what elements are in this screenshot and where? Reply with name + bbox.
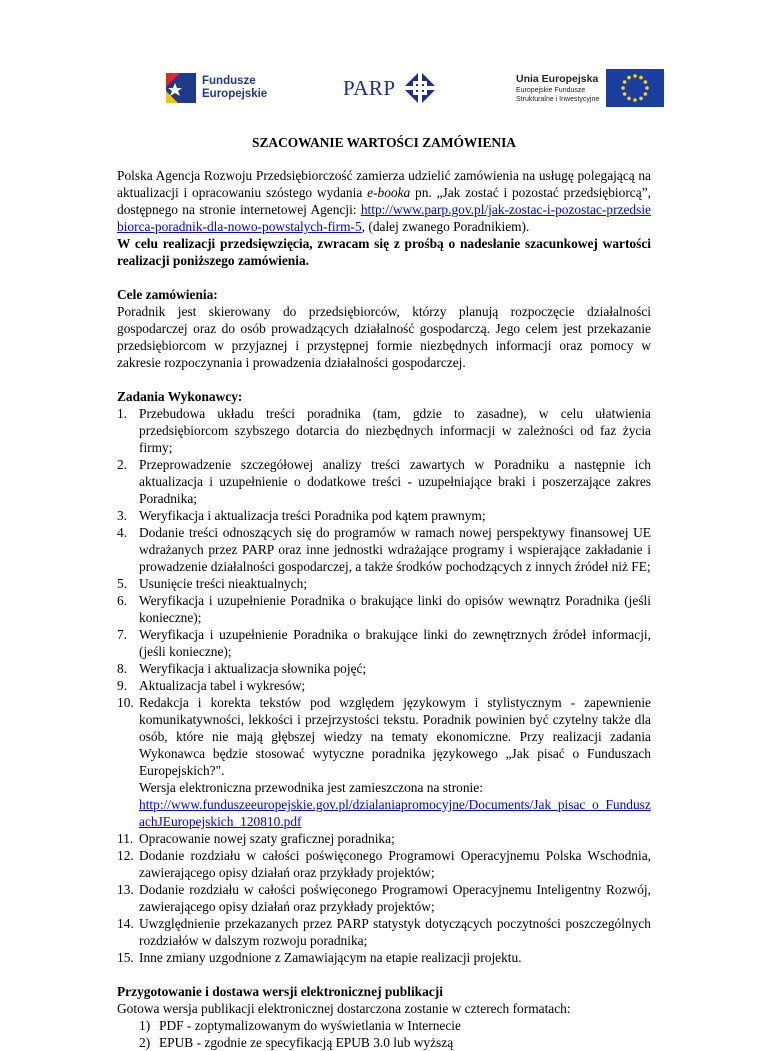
- list-item: [117, 660, 651, 677]
- item-text: Przebudowa układu treści poradnika (tam, gdzie to zasadne), w celu ułatwienia przedsiębiorcom szybszego dotarcia do niezbędnych informacji w zależności od faz życia firmy;: [139, 406, 651, 455]
- list-item: [117, 575, 651, 592]
- ue-sub2: Strukturalne i Inwestycyjne: [516, 95, 600, 103]
- logo-bar: [0, 58, 768, 118]
- parp-logo: [343, 66, 439, 110]
- item-number: 6.: [117, 593, 128, 608]
- list-item: [117, 592, 651, 626]
- item-text: Inne zmiany uzgodnione z Zamawiającym na etapie realizacji projektu.: [139, 950, 522, 965]
- item-text: Weryfikacja i uzupełnienie Poradnika o brakujące linki do zewnętrznych źródeł informacji, (jeśli konieczne);: [139, 627, 651, 659]
- item-text: EPUB - zgodnie ze specyfikacją EPUB 3.0 lub wyższą: [159, 1035, 454, 1050]
- item-text: Weryfikacja i uzupełnienie Poradnika o brakujące linki do opisów wewnątrz Poradnika (jeśli konieczne);: [139, 593, 651, 625]
- item-text: Uwzględnienie przekazanych przez PARP statystyk dotyczących poczytności poszczególnych rozdziałów w dalszym rozwoju poradnika;: [139, 916, 651, 948]
- parp-name: PARP: [343, 75, 396, 100]
- fe-line1: Fundusze: [202, 75, 256, 87]
- item-text: Weryfikacja i aktualizacja treści Poradnika pod kątem prawnym;: [139, 508, 486, 523]
- item-text: PDF - zoptymalizowanym do wyświetlania w Internecie: [159, 1018, 461, 1033]
- fe-line2: Europejskie: [202, 88, 268, 100]
- list-item: [117, 1017, 651, 1034]
- item-number: 1): [139, 1018, 151, 1033]
- list-item: [117, 915, 651, 949]
- item-10-line2: Wersja elektroniczna przewodnika jest zamieszczona na stronie:: [139, 780, 483, 795]
- fundusze-europejskie-logo: [160, 68, 267, 108]
- list-item: [117, 626, 651, 660]
- ue-sub1: Europejskie Fundusze: [516, 86, 586, 94]
- intro-part2: pn. „Jak zostać i pozostać przedsiębiorcą”, dostępnego na stronie internetowej Agencji:: [117, 185, 651, 217]
- intro-part1: Polska Agencja Rozwoju Przedsiębiorczość zamierza udzielić zamówienia na usługę polegającą na aktualizacji i opracowaniu szóstego wydania: [117, 168, 651, 200]
- item-number: 4.: [117, 525, 128, 540]
- item-number: 1.: [117, 406, 128, 421]
- item-number: 10.: [117, 695, 134, 710]
- item-text: Redakcja i korekta tekstów pod względem językowym i stylistycznym - zapewnienie komunikatywności, lekkości i przejrzystości tekstu. Poradnik powinien być czytelny także dla osób, które nie mają głębszej wiedzy na tematy ekonomiczne. Przy realizacji zadania Wykonawca będzie stosować wytyczne poradnika językowego „Jak pisać o Funduszach Europejskich?".: [139, 695, 651, 778]
- delivery-text: Gotowa wersja publikacji elektronicznej dostarczona zostanie w czterech formatach:: [117, 1001, 571, 1016]
- formats-list: [117, 1017, 651, 1051]
- goals-heading: Cele zamówienia:: [117, 287, 218, 302]
- list-item: [117, 881, 651, 915]
- item-text: Przeprowadzenie szczegółowej analizy treści zawartych w Poradniku a następnie ich aktualizacja i uzupełnienie o dodatkowe treści - uzupełniające braki i poszerzające zakres Poradnika;: [139, 457, 651, 506]
- item-number: 8.: [117, 661, 128, 676]
- list-item: [117, 949, 651, 966]
- item-text: Weryfikacja i aktualizacja słownika pojęć;: [139, 661, 367, 676]
- delivery-heading: Przygotowanie i dostawa wersji elektronicznej publikacji: [117, 984, 443, 999]
- list-item: [117, 694, 651, 830]
- parp-emblem-icon: [401, 69, 439, 107]
- wytyczne-link[interactable]: http://www.funduszeeuropejskie.gov.pl/dzialaniapromocyjne/Documents/Jak_pisac_o_FunduszachJEuropejskich_120810.pdf: [139, 797, 651, 829]
- list-item: [117, 524, 651, 575]
- item-number: 3.: [117, 508, 128, 523]
- item-number: 9.: [117, 678, 128, 693]
- item-text: Dodanie rozdziału w całości poświęconego Programowi Operacyjnemu Inteligentny Rozwój, zawierającego opisy działań oraz przykłady projektów;: [139, 882, 651, 914]
- list-item: [117, 830, 651, 847]
- intro-request: W celu realizacji przedsięwzięcia, zwracam się z prośbą o nadesłanie szacunkowej wartości realizacji poniższego zamówienia.: [117, 236, 651, 268]
- poradnik-link[interactable]: http://www.parp.gov.pl/jak-zostac-i-pozostac-przedsiebiorca-poradnik-dla-nowo-powstalych-firm-5: [117, 202, 651, 234]
- item-text: Aktualizacja tabel i wykresów;: [139, 678, 306, 693]
- list-item: [117, 1034, 651, 1051]
- item-number: 14.: [117, 916, 134, 931]
- list-item: [117, 677, 651, 694]
- unia-europejska-logo: [516, 68, 664, 108]
- fe-star-icon: [160, 69, 198, 107]
- ue-title: Unia Europejska: [516, 72, 599, 85]
- tasks-list: [117, 405, 651, 966]
- item-number: 2): [139, 1035, 151, 1050]
- item-number: 11.: [117, 831, 134, 846]
- eu-flag-icon: [606, 69, 664, 107]
- item-number: 2.: [117, 457, 128, 472]
- document-body: [117, 130, 651, 1051]
- item-number: 12.: [117, 848, 134, 863]
- list-item: [117, 405, 651, 456]
- goals-text: Poradnik jest skierowany do przedsiębiorców, którzy planują rozpoczęcie działalności gospodarczej oraz do osób prowadzących działalność gospodarczą. Jego celem jest przekazanie przedsiębiorcom w przyjaznej i przystępnej formie niezbędnych informacji oraz pomocy w zakresie rozpoczynania i prowadzenia działalności gospodarczej.: [117, 304, 651, 370]
- item-text: Usunięcie treści nieaktualnych;: [139, 576, 308, 591]
- list-item: [117, 847, 651, 881]
- intro-ebook: e-booka: [367, 185, 411, 200]
- item-text: Dodanie treści odnoszących się do programów w ramach nowej perspektywy finansowej UE wdrażanych przez PARP oraz inne jednostki wdrażające programy i wspierające zakładanie i prowadzenie działalności gospodarczej, a także środków pochodzących z innych źródeł niż FE;: [139, 525, 651, 574]
- page-title: SZACOWANIE WARTOŚCI ZAMÓWIENIA: [252, 135, 516, 150]
- list-item: [117, 507, 651, 524]
- tasks-heading: Zadania Wykonawcy:: [117, 389, 243, 404]
- item-number: 15.: [117, 950, 134, 965]
- item-text: Dodanie rozdziału w całości poświęconego Programowi Operacyjnemu Polska Wschodnia, zawierającego opisy działań oraz przykłady projektów;: [139, 848, 651, 880]
- item-text: Opracowanie nowej szaty graficznej poradnika;: [139, 831, 395, 846]
- item-number: 7.: [117, 627, 128, 642]
- intro-part3: , (dalej zwanego Poradnikiem).: [361, 219, 530, 234]
- intro-paragraph: [117, 167, 651, 235]
- item-number: 5.: [117, 576, 128, 591]
- item-number: 13.: [117, 882, 134, 897]
- list-item: [117, 456, 651, 507]
